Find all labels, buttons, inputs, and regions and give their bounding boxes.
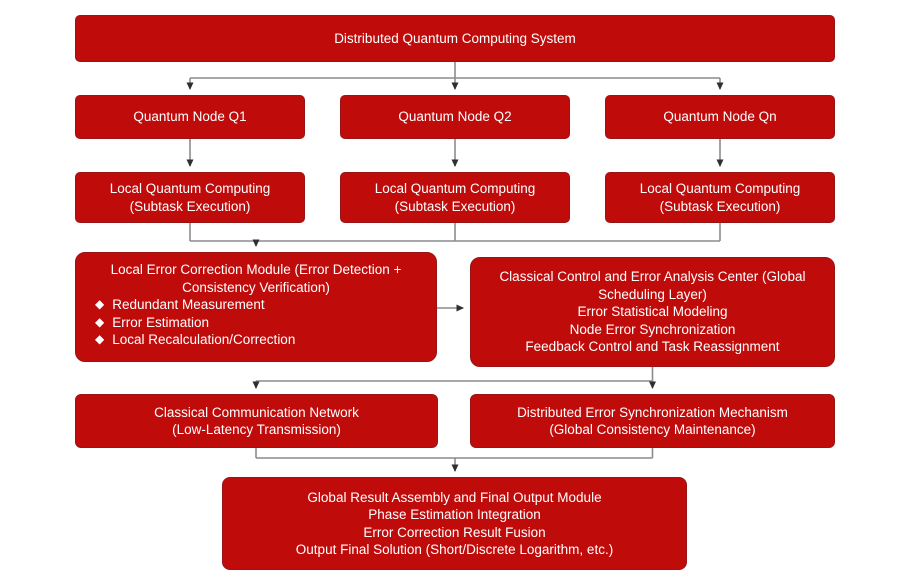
local-computing-line1: Local Quantum Computing — [374, 181, 536, 196]
output-module-line1: Global Result Assembly and Final Output Module — [307, 489, 602, 505]
error-correction-module-box — [75, 252, 437, 362]
communication-network-box — [75, 394, 438, 448]
diamond-bullet-icon: ◆ — [95, 314, 105, 329]
local-computing-line2: (Subtask Execution) — [659, 198, 781, 214]
local-computing-line2: (Subtask Execution) — [129, 198, 251, 214]
control-center-line4: Node Error Synchronization — [569, 321, 736, 337]
local-computing-box-3 — [605, 172, 835, 223]
output-module-box — [222, 477, 687, 570]
quantum-node-qn-label: Quantum Node Qn — [663, 109, 777, 125]
diamond-bullet-icon: ◆ — [95, 332, 105, 346]
title-box — [75, 15, 835, 62]
quantum-node-qn-box — [605, 95, 835, 139]
control-center-line3: Error Statistical Modeling — [577, 304, 728, 320]
diamond-bullet-icon: ◆ — [95, 297, 105, 311]
sync-mechanism-line1: Distributed Error Synchronization Mechanism — [517, 404, 788, 420]
output-module-line3: Error Correction Result Fusion — [363, 524, 546, 540]
control-center-line2: Scheduling Layer) — [598, 286, 707, 302]
communication-network-line2: (Low-Latency Transmission) — [172, 422, 341, 437]
output-module-line4: Output Final Solution (Short/Discrete Logarithm, etc.) — [295, 542, 614, 557]
error-correction-heading-line2: Consistency Verification) — [182, 279, 330, 295]
local-computing-box-1 — [75, 172, 305, 223]
error-correction-bullet-1 — [82, 296, 430, 314]
quantum-node-q2-label: Quantum Node Q2 — [398, 109, 512, 125]
control-center-box — [470, 257, 835, 367]
local-computing-line2: (Subtask Execution) — [394, 198, 516, 214]
control-center-line5: Feedback Control and Task Reassignment — [525, 339, 780, 355]
error-correction-bullet-3 — [82, 331, 430, 349]
quantum-node-q1-box — [75, 95, 305, 139]
local-computing-line1: Local Quantum Computing — [109, 181, 271, 196]
sync-mechanism-line2: (Global Consistency Maintenance) — [549, 422, 756, 437]
sync-mechanism-box — [470, 394, 835, 448]
bullet-label: Redundant Measurement — [112, 297, 265, 312]
quantum-node-q1-label: Quantum Node Q1 — [133, 109, 247, 125]
title-box-label: Distributed Quantum Computing System — [334, 30, 576, 46]
control-center-line1: Classical Control and Error Analysis Center (Global — [499, 269, 806, 285]
error-correction-heading-line1: Local Error Correction Module (Error Detection + — [110, 262, 402, 277]
local-computing-box-2 — [340, 172, 570, 223]
quantum-node-q2-box — [340, 95, 570, 139]
local-computing-line1: Local Quantum Computing — [639, 181, 801, 196]
bullet-label: Error Estimation — [112, 314, 210, 330]
error-correction-bullet-2 — [82, 314, 430, 332]
bullet-label: Local Recalculation/Correction — [112, 332, 296, 347]
communication-network-line1: Classical Communication Network — [154, 404, 359, 420]
output-module-line2: Phase Estimation Integration — [368, 507, 541, 522]
